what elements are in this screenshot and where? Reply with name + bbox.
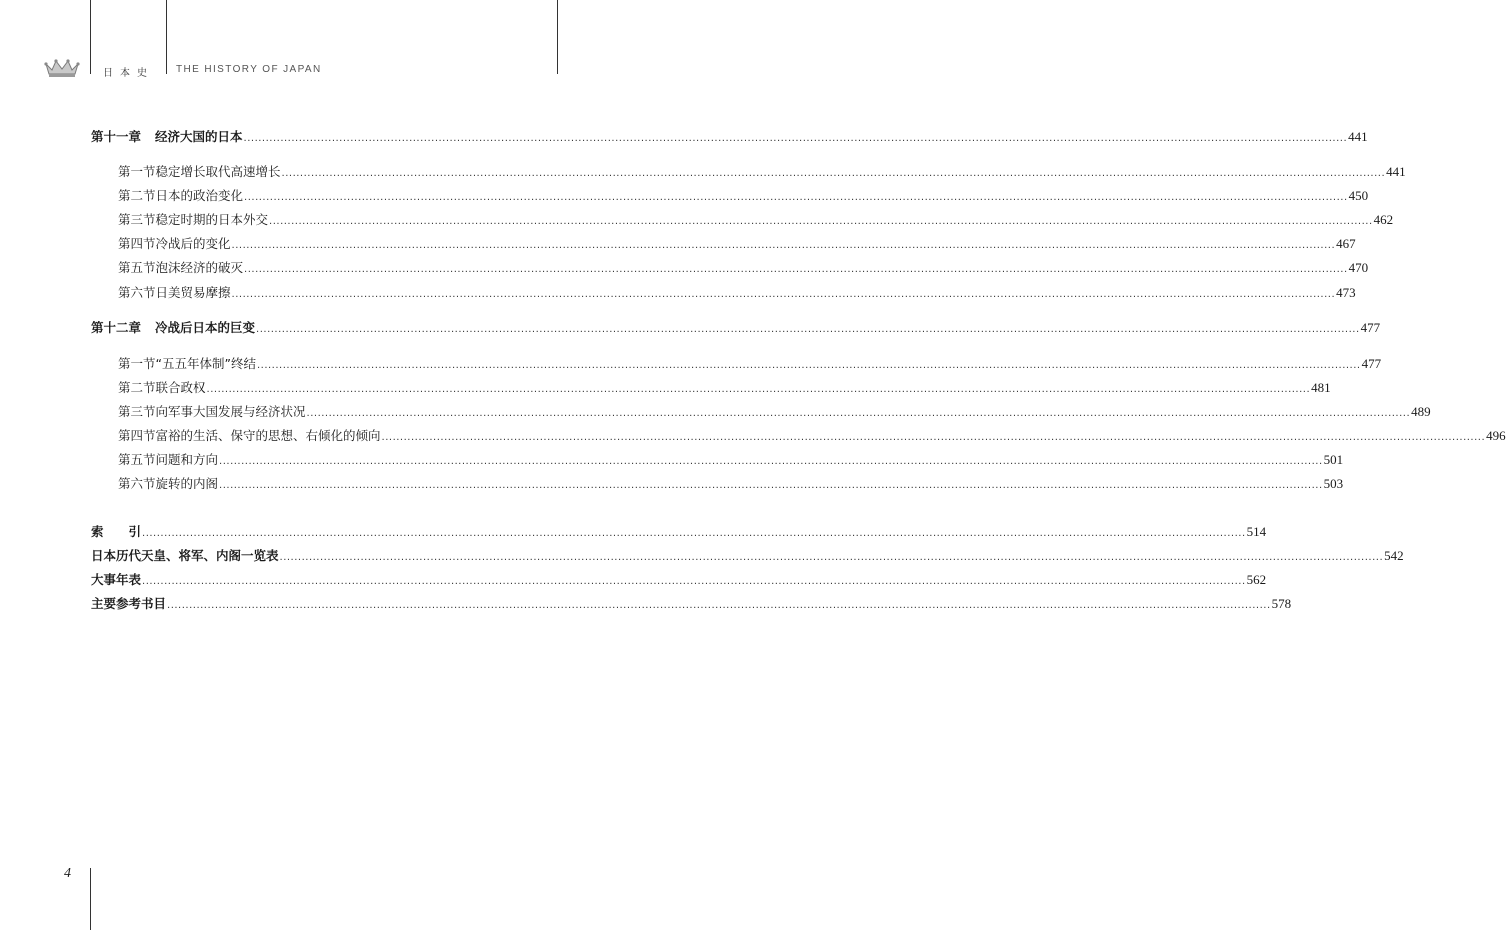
- dot-leader: ............................................................................................................................................................................................................................................................................................................: [219, 480, 1323, 491]
- section-label: 第四节: [118, 236, 156, 251]
- page-ref: 503: [1323, 476, 1344, 491]
- page-ref: 501: [1323, 452, 1344, 467]
- page-ref: 473: [1336, 285, 1356, 300]
- page-ref: 481: [1311, 380, 1331, 395]
- dot-leader: ............................................................................................................................................................................................................................................................................................................: [256, 324, 1360, 335]
- dot-leader: ............................................................................................................................................................................................................................................................................................................: [256, 360, 1361, 371]
- toc-entry-section[interactable]: [118, 234, 1356, 254]
- page-ref: 441: [1386, 164, 1406, 179]
- dot-leader: ............................................................................................................................................................................................................................................................................................................: [243, 133, 1348, 144]
- toc-entry-appendix[interactable]: [91, 570, 1267, 590]
- section-label: 第一节: [118, 356, 156, 371]
- appendix-title: 主要参考书目: [91, 596, 167, 611]
- section-label: 第五节: [118, 260, 156, 275]
- chapter-title: 冷战后日本的巨变: [155, 320, 256, 335]
- toc-entry-appendix[interactable]: [91, 522, 1267, 542]
- toc-entry-chapter[interactable]: [91, 318, 1381, 338]
- page-ref: 489: [1411, 404, 1431, 419]
- page-ref: 562: [1246, 572, 1267, 587]
- toc-entry-section[interactable]: [118, 378, 1331, 398]
- toc-entry-section[interactable]: [118, 450, 1344, 470]
- page-ref: 542: [1384, 548, 1404, 563]
- toc-entry-section[interactable]: [118, 186, 1369, 206]
- section-label: 第四节: [118, 428, 156, 443]
- dot-leader: ............................................................................................................................................................................................................................................................................................................: [167, 600, 1271, 611]
- section-title: 日本的政治变化: [155, 188, 244, 203]
- dot-leader: ............................................................................................................................................................................................................................................................................................................: [244, 264, 1348, 275]
- section-title: 富裕的生活、保守的思想、右倾化的倾向: [155, 428, 381, 443]
- chapter-label: 第十二章: [91, 320, 142, 335]
- dot-leader: ............................................................................................................................................................................................................................................................................................................: [269, 216, 1373, 227]
- page-ref: 462: [1373, 212, 1394, 227]
- header-title-cn: 日本史: [103, 68, 154, 79]
- section-title: 问题和方向: [155, 452, 219, 467]
- header-rule-right: [557, 0, 558, 74]
- dot-leader: ............................................................................................................................................................................................................................................................................................................: [244, 192, 1348, 203]
- page-ref: 477: [1361, 356, 1382, 371]
- section-label: 第三节: [118, 212, 156, 227]
- dot-leader: ............................................................................................................................................................................................................................................................................................................: [231, 289, 1336, 300]
- toc-entry-chapter[interactable]: [91, 127, 1368, 147]
- page-ref: 477: [1360, 320, 1381, 335]
- section-label: 第二节: [118, 188, 156, 203]
- dot-leader: ............................................................................................................................................................................................................................................................................................................: [142, 576, 1246, 587]
- section-title: 联合政权: [155, 380, 206, 395]
- section-label: 第六节: [118, 285, 156, 300]
- section-label: 第二节: [118, 380, 156, 395]
- chapter-title: 经济大国的日本: [155, 129, 243, 144]
- section-title: “五五年体制”终结: [155, 356, 256, 371]
- dot-leader: ............................................................................................................................................................................................................................................................................................................: [231, 240, 1336, 251]
- page-ref: 514: [1246, 524, 1267, 539]
- page-ref: 578: [1271, 596, 1292, 611]
- page-ref: 467: [1336, 236, 1356, 251]
- appendix-title: 日本历代天皇、将军、内阁一览表: [91, 548, 279, 563]
- section-title: 泡沫经济的破灭: [155, 260, 244, 275]
- toc-entry-section[interactable]: [118, 474, 1344, 494]
- header-rule-mid: [166, 0, 167, 74]
- appendix-title: 大事年表: [91, 572, 142, 587]
- toc-entry-section[interactable]: [118, 258, 1369, 278]
- dot-leader: ............................................................................................................................................................................................................................................................................................................: [142, 528, 1246, 539]
- dot-leader: ............................................................................................................................................................................................................................................................................................................: [281, 168, 1386, 179]
- toc-entry-section[interactable]: [118, 162, 1406, 182]
- appendix-title: 索 引: [91, 524, 142, 539]
- toc-entry-section[interactable]: [118, 283, 1356, 303]
- section-label: 第五节: [118, 452, 156, 467]
- page-ref: 470: [1348, 260, 1369, 275]
- section-title: 冷战后的变化: [155, 236, 231, 251]
- footer-rule: [90, 868, 91, 930]
- dot-leader: ............................................................................................................................................................................................................................................................................................................: [381, 432, 1486, 443]
- crown-icon: [44, 56, 80, 78]
- section-label: 第三节: [118, 404, 156, 419]
- dot-leader: ............................................................................................................................................................................................................................................................................................................: [279, 552, 1384, 563]
- dot-leader: ............................................................................................................................................................................................................................................................................................................: [306, 408, 1411, 419]
- dot-leader: ............................................................................................................................................................................................................................................................................................................: [219, 456, 1323, 467]
- page-ref: 496: [1486, 428, 1506, 443]
- section-title: 稳定时期的日本外交: [155, 212, 269, 227]
- toc-entry-section[interactable]: [118, 402, 1431, 422]
- page-number: 4: [64, 866, 71, 881]
- section-label: 第六节: [118, 476, 156, 491]
- toc-entry-section[interactable]: [118, 426, 1506, 446]
- section-title: 旋转的内阁: [155, 476, 219, 491]
- chapter-label: 第十一章: [91, 129, 142, 144]
- section-title: 稳定增长取代高速增长: [155, 164, 281, 179]
- section-title: 向军事大国发展与经济状况: [155, 404, 306, 419]
- dot-leader: ............................................................................................................................................................................................................................................................................................................: [206, 384, 1311, 395]
- toc-entry-section[interactable]: [118, 354, 1382, 374]
- toc-entry-appendix[interactable]: [91, 594, 1292, 614]
- toc-entry-appendix[interactable]: [91, 546, 1404, 566]
- page-ref: 450: [1348, 188, 1369, 203]
- section-title: 日美贸易摩擦: [155, 285, 231, 300]
- page-ref: 441: [1348, 129, 1368, 144]
- toc-entry-section[interactable]: [118, 210, 1394, 230]
- section-label: 第一节: [118, 164, 156, 179]
- header-title-en: THE HISTORY OF JAPAN: [176, 64, 322, 75]
- header-rule-left: [90, 0, 91, 74]
